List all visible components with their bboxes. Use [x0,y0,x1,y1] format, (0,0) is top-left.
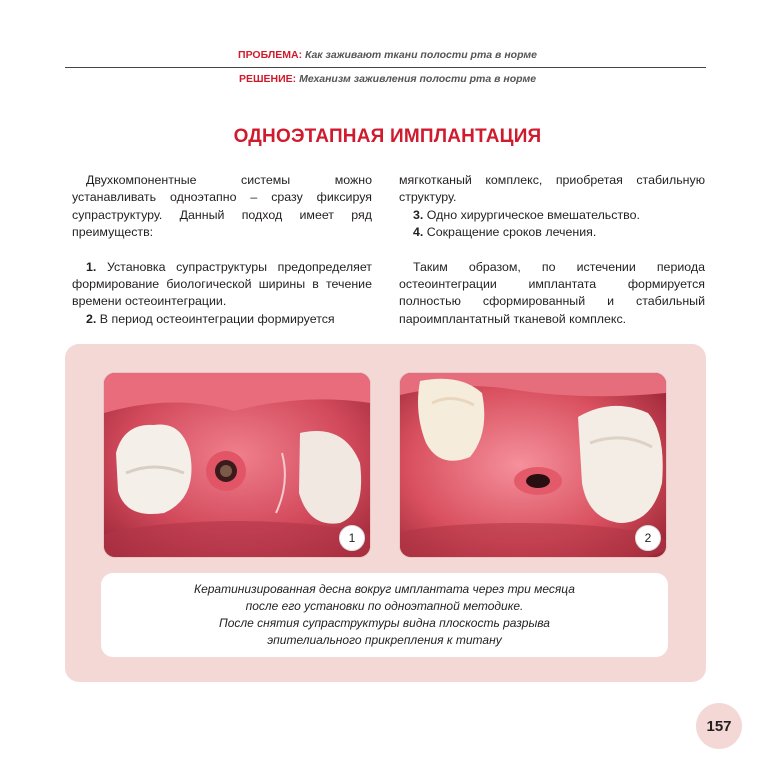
caption-line-4: эпителиального прикрепления к титану [267,633,502,647]
list-item-4-text: Сокращение сроков лечения. [426,225,597,240]
list-item-4-number: 4. [413,225,424,240]
solution-label: РЕШЕНИЕ: [238,73,297,85]
text-column-right [399,172,705,328]
header-problem [0,49,775,61]
list-item-3-text: Одно хирургическое вмешательство. [426,207,640,222]
list-item-2 [72,311,372,328]
figure-number-badge-1: 1 [339,525,365,551]
caption-line-3: После снятия супраструктуры видна плоскость разрыва [219,616,550,630]
solution-text: Механизм заживления полости рта в норме [299,73,537,85]
caption-line-1: Кератинизированная десна вокруг имплантата через три месяца [194,582,575,596]
list-item-1 [72,259,372,311]
header-solution [0,73,775,85]
text-column-left [72,172,372,328]
list-item-2-text: В период остеоинтеграции формируется [99,311,335,326]
clinical-photo-2 [399,372,667,558]
problem-label: ПРОБЛЕМА: [238,49,303,61]
list-item-4 [399,224,705,241]
list-item-1-number: 1. [86,259,97,274]
problem-text: Как заживают ткани полости рта в норме [305,49,537,61]
page-title: ОДНОЭТАПНАЯ ИМПЛАНТАЦИЯ [233,126,542,147]
caption-line-2: после его установки по одноэтапной методике. [245,599,524,613]
list-item-1-text: Установка супраструктуры предопределяет формирование биологической ширины в течение времени остеоинтеграции. [72,259,372,309]
list-item-2-number: 2. [86,311,97,326]
figure-caption [101,573,668,657]
page-number: 157 [696,703,742,749]
list-item-3-number: 3. [413,207,424,222]
list-item-2-continued: мягкотканый комплекс, приобретая стабильную структуру. [399,173,705,205]
clinical-photo-1 [103,372,371,558]
intro-paragraph: Двухкомпонентные системы можно устанавливать одноэтапно – сразу фиксируя супраструктуру. Данный подход имеет ряд преимуществ: [72,173,372,240]
conclusion-paragraph: Таким образом, по истечении периода остеоинтеграции имплантата формируется полностью сформированный и стабильный пароимплантатный тканевой комплекс. [399,259,705,326]
figure-number-badge-2: 2 [635,525,661,551]
header-divider [65,67,706,68]
list-item-3 [399,207,705,224]
